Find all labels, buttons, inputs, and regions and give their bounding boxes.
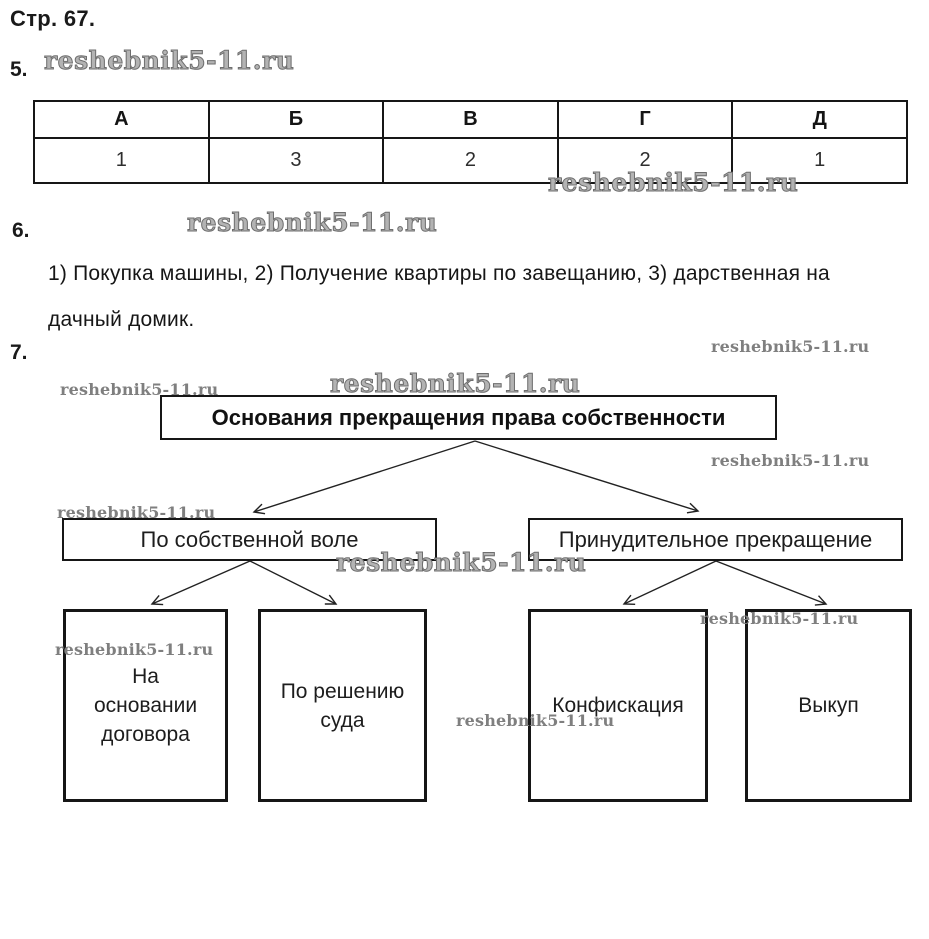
diagram-leaf-box-confiscation xyxy=(528,609,708,802)
watermark: reshebnik5-11.ru xyxy=(60,380,219,399)
watermark: reshebnik5-11.ru xyxy=(456,711,615,730)
watermark: reshebnik5-11.ru xyxy=(55,640,214,659)
watermark: reshebnik5-11.ru xyxy=(330,369,581,398)
table-header-cell: Б xyxy=(209,101,384,138)
task6-answer-line: дачный домик. xyxy=(48,308,195,331)
watermark: reshebnik5-11.ru xyxy=(700,609,859,628)
watermark: reshebnik5-11.ru xyxy=(57,503,216,522)
table-header-cell: Г xyxy=(558,101,733,138)
table-value-cell: 1 xyxy=(732,138,907,183)
diagram-right-branch-label: Принудительное прекращение xyxy=(558,526,873,552)
diagram-root-box xyxy=(160,395,777,440)
table-value-cell: 2 xyxy=(383,138,558,183)
watermark: reshebnik5-11.ru xyxy=(548,168,799,197)
diagram-leaf-label: По решению суда xyxy=(280,679,405,732)
watermark: reshebnik5-11.ru xyxy=(44,46,295,75)
diagram-leaf-label: На основании договора xyxy=(93,665,198,746)
watermark: reshebnik5-11.ru xyxy=(711,337,870,356)
table-value-cell: 2 xyxy=(558,138,733,183)
table-header-row xyxy=(34,101,907,138)
diagram-leaf-box-contract xyxy=(63,609,228,802)
table-header-cell: А xyxy=(34,101,209,138)
task7-number: 7. xyxy=(10,341,28,364)
table-header-cell: Д xyxy=(732,101,907,138)
page-heading: Стр. 67. xyxy=(10,6,96,31)
task5-number: 5. xyxy=(10,58,28,81)
diagram-leaf-label: Выкуп xyxy=(798,694,859,717)
watermark: reshebnik5-11.ru xyxy=(336,548,587,577)
task6-number: 6. xyxy=(12,219,30,242)
diagram-leaf-box-court xyxy=(258,609,427,802)
watermark: reshebnik5-11.ru xyxy=(187,208,438,237)
table-header-cell: В xyxy=(383,101,558,138)
watermark: reshebnik5-11.ru xyxy=(711,451,870,470)
diagram-root-label: Основания прекращения права собственности xyxy=(211,404,726,430)
table-value-cell: 3 xyxy=(209,138,384,183)
diagram-left-branch-label: По собственной воле xyxy=(140,526,359,552)
table-value-cell: 1 xyxy=(34,138,209,183)
diagram-leaf-box-buyout xyxy=(745,609,912,802)
task6-answer-line: 1) Покупка машины, 2) Получение квартиры по завещанию, 3) дарственная на xyxy=(48,262,830,285)
diagram-leaf-label: Конфискация xyxy=(552,694,684,717)
